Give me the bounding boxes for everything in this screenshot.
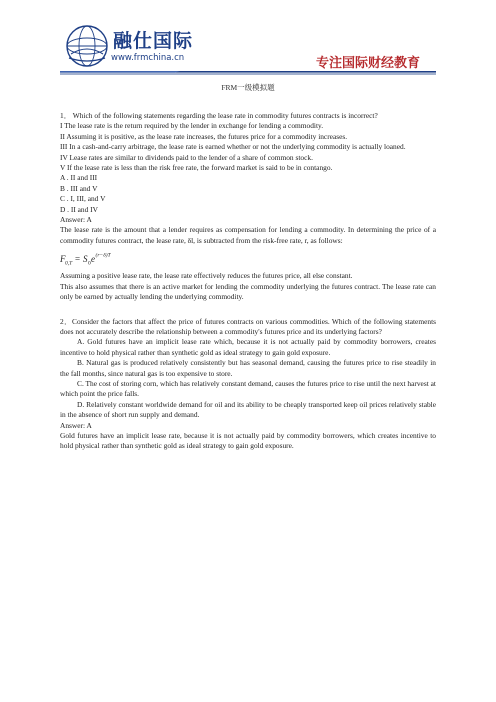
globe-logo-icon [65,24,109,68]
logo-website: www.frmchina.cn [111,53,185,63]
q1-explanation-1: The lease rate is the amount that a lender requires as compensation for lending a commodity. In determining the price of a commodity futures contract, the lease rate, δl, is subtracted from the risk-free rate, r, as follows: [60,225,436,245]
q1-option-c: C . I, III, and V [60,194,106,204]
header-slogan: 专注国际财经教育 [315,56,420,71]
q2-option-c: C. The cost of storing corn, which has relatively constant demand, causes the futures price to rise until the next harvest at which point the price falls. [60,378,436,399]
question-2-stem: 2．Consider the factors that affect the price of futures contracts on various commodities. Which of the following statements does not accurately describe the relationship between a commodity's futures price and its underlying factors? [60,316,436,336]
q1-statement-4: IV Lease rates are similar to dividends paid to the lender of a share of common stock. [60,152,313,162]
svg-text:S: S [83,254,88,265]
futures-price-formula [60,250,436,266]
q2-answer: Answer: A [60,420,92,430]
page-header [0,0,496,80]
brand-logo [65,24,215,70]
svg-text:0: 0 [88,260,91,267]
q2-option-d: D. Relatively constant worldwide demand for oil and its ability to be cheaply transported keep oil prices relatively stable in the absence of short run supply and demand. [60,399,436,420]
formula-image [60,250,130,266]
svg-text:e: e [91,254,95,265]
logo-chinese-name: 融仕国际 [113,30,194,52]
svg-text:F: F [60,254,66,265]
q1-option-a: A . II and III [60,173,98,183]
q2-option-a: A. Gold futures have an implicit lease rate which, because it is not actually paid by commodity borrowers, creates incentive to hold physical rather than synthetic gold as ideal strategy to gain gold exposure. [60,337,436,357]
header-divider [60,70,436,76]
q1-option-d: D . II and IV [60,204,98,214]
svg-text:=: = [75,254,81,265]
svg-text:0,T: 0,T [65,260,73,267]
q1-explanation-3: This also assumes that there is an active market for lending the commodity underlying the futures contract. The lease rate can only be earned by actually lending the underlying commodity. [60,281,436,302]
q2-explanation: Gold futures have an implicit lease rate, because it is not actually paid by commodity borrowers, which creates incentive to hold physical rather than synthetic gold as ideal strategy to gain gold exposure. [60,430,436,451]
document-body [60,111,436,452]
q1-answer: Answer: A [60,215,92,225]
question-1-stem: 1． Which of the following statements regarding the lease rate in commodity futures contracts is incorrect? [60,111,378,120]
q2-option-b: B. Natural gas is produced relatively consistently but has seasonal demand, causing the futures price to rise steadily in the fall months, since natural gas is too expensive to store. [60,358,436,378]
q1-statement-3: III In a cash-and-carry arbitrage, the lease rate is earned whether or not the underlying commodity is actually loaned. [60,142,406,152]
svg-text:(r−δ)T: (r−δ)T [95,252,111,259]
q1-explanation-2: Assuming a positive lease rate, the lease rate effectively reduces the futures price, all else constant. [60,271,353,281]
document-title: FRM一级模拟题 [221,83,275,92]
q1-statement-5: V If the lease rate is less than the risk free rate, the forward market is said to be in contango. [60,163,333,173]
q1-statement-2: II Assuming it is positive, as the lease rate increases, the futures price for a commodity increases. [60,131,348,141]
q1-option-b: B . III and V [60,183,98,193]
q1-statement-1: I The lease rate is the return required by the lender in exchange for lending a commodity. [60,121,324,131]
section-gap [60,303,436,317]
